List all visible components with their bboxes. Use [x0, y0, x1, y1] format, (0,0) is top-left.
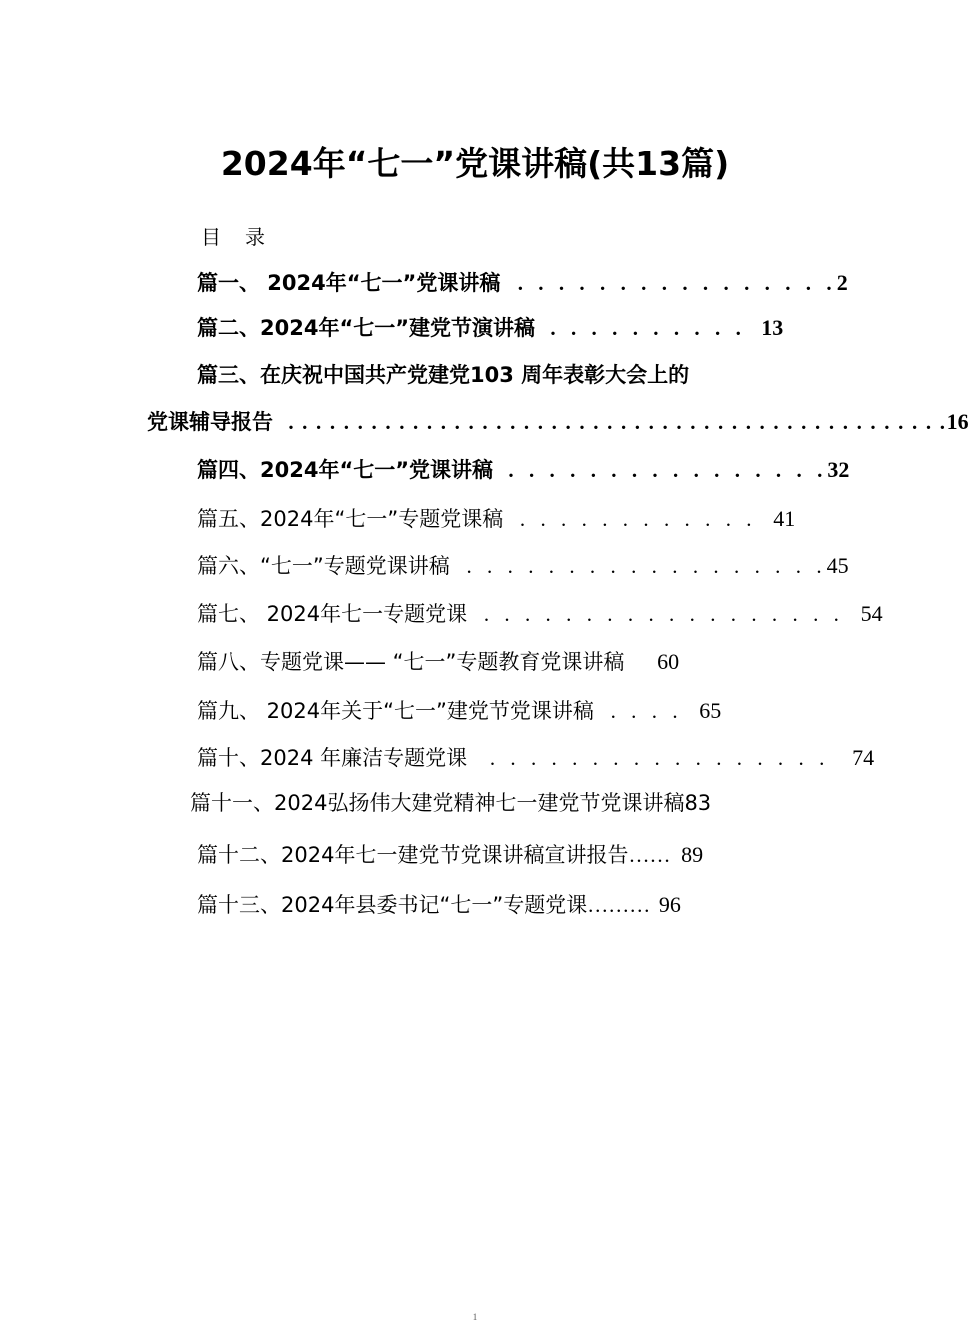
toc-heading: 目录 [201, 225, 289, 249]
toc-entry[interactable] [197, 743, 874, 773]
toc-entry-dots: . . . . . . . . . . [550, 316, 746, 340]
toc-entry-dots: . . . . . . . . . . . . . . . . . . [466, 554, 827, 578]
toc-entry-dots: . . . . . . . . . . . . [519, 507, 757, 531]
toc-entry-label: 篇五、2024年“七一”专题党课稿 [197, 507, 504, 531]
toc-entry-label: 篇二、2024年“七一”建党节演讲稿 [197, 316, 536, 340]
toc-entry-dots: . . . . . . . . . . . . . . . . . . [483, 602, 844, 626]
toc-entry-label: 篇九、 2024年关于“七一”建党节党课讲稿 [197, 699, 594, 723]
toc-entry[interactable] [197, 647, 679, 677]
toc-entry-page: 89 [681, 842, 704, 867]
toc-entry[interactable] [197, 696, 721, 726]
document-title: 2024年“七一”党课讲稿(共13篇) [220, 144, 730, 183]
toc-entry-page: 96 [658, 892, 681, 917]
toc-entry-page: 16 [946, 409, 969, 434]
toc-entry-label: 党课辅导报告 [147, 410, 273, 434]
toc-entry-page: 2 [836, 270, 848, 295]
toc-entry-label: 篇八、专题党课—— “七一”专题教育党课讲稿 [197, 650, 625, 674]
toc-entry[interactable] [197, 268, 848, 298]
toc-entry[interactable] [197, 504, 795, 534]
toc-entry-label: 篇七、 2024年七一专题党课 [197, 602, 468, 626]
toc-entry-dots: …… [628, 843, 671, 867]
toc-entry-page: 13 [761, 315, 784, 340]
toc-entry-dots: ……… [587, 893, 651, 917]
toc-entry-dots: . . . . . . . . . . . . . . . . [517, 271, 837, 295]
toc-entry[interactable] [197, 313, 783, 343]
toc-entry-page: 65 [699, 698, 722, 723]
toc-entry[interactable] [197, 455, 849, 485]
toc-entry[interactable] [190, 788, 711, 818]
toc-entry-page: 45 [826, 553, 849, 578]
toc-entry-label: 篇十三、2024年县委书记“七一”专题党课 [197, 893, 588, 917]
toc-entry[interactable] [197, 890, 681, 920]
toc-entry[interactable] [197, 840, 703, 870]
toc-entry[interactable] [197, 551, 849, 581]
toc-entry-label: 篇十、2024 年廉洁专题党课 [197, 746, 468, 770]
toc-entry-page: 54 [860, 601, 883, 626]
toc-entry-dots: . . . . . . . . . . . . . . . . [508, 458, 828, 482]
page-number: 1 [472, 1312, 478, 1322]
toc-entry-label: 篇一、 2024年“七一”党课讲稿 [197, 271, 501, 295]
toc-entry-label: 篇十一、2024弘扬伟大建党精神七一建党节党课讲稿83 [190, 791, 712, 815]
toc-entry-label: 篇四、2024年“七一”党课讲稿 [197, 458, 494, 482]
toc-entry-label: 篇十二、2024年七一建党节党课讲稿宣讲报告 [197, 843, 629, 867]
toc-entry[interactable] [197, 599, 883, 629]
toc-entry-label: 篇六、“七一”专题党课讲稿 [197, 554, 450, 578]
toc-entry-dots: . . . . [610, 699, 683, 723]
toc-entry-page: 60 [657, 649, 680, 674]
toc-entry-dots: . . . . . . . . . . . . . . . . . [489, 746, 830, 770]
toc-entry-continuation[interactable] [147, 407, 969, 437]
toc-entry-page: 41 [773, 506, 796, 531]
toc-entry-label: 篇三、在庆祝中国共产党建党103 周年表彰大会上的 [197, 363, 690, 387]
toc-entry-page: 32 [827, 457, 850, 482]
toc-entry-dots: . . . . . . . . . . . . . . . . . . . . . . . . . . . . . . . . . . . . . . . . . . . . . . . . [288, 410, 947, 434]
toc-entry[interactable] [197, 360, 689, 390]
toc-entry-page: 74 [852, 745, 875, 770]
